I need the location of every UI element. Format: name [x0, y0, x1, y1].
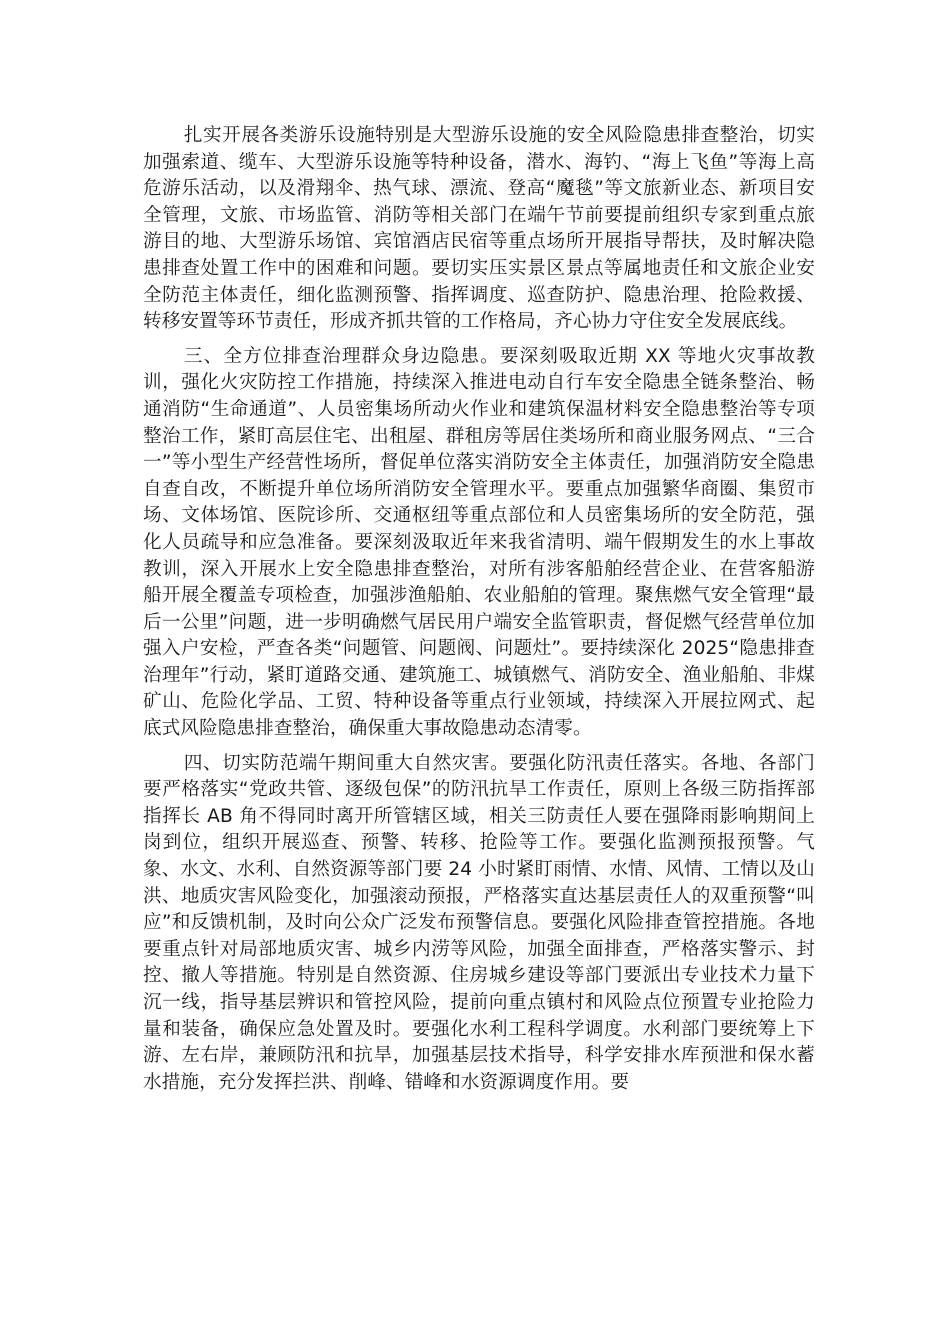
paragraph-section-three: 三、全方位排查治理群众身边隐患。要深刻吸取近期 XX 等地火灾事故教训，强化火灾防控工作措施，持续深入推进电动自行车安全隐患全链条整治、畅通消防“生命通道”、人员密集场所动火作业和建筑保温材料安全隐患整治等专项整治工作，紧盯高层住宅、出租屋、群租房等居住类场所和商业服务网点、“三合一”等小型生产经营性场所，督促单位落实消防安全主体责任，加强消防安全隐患自查自改，不断提升单位场所消防安全管理水平。要重点加强繁华商圈、集贸市场、文体场馆、医院诊所、交通枢纽等重点部位和人员密集场所的安全防范，强化人员疏导和应急准备。要深刻汲取近年来我省清明、端午假期发生的水上事故教训，深入开展水上安全隐患排查整治，对所有涉客船舶经营企业、在营客船游船开展全覆盖专项检查，加强涉渔船舶、农业船舶的管理。聚焦燃气安全管理“最后一公里”问题，进一步明确燃气居民用户端安全监管职责，督促燃气经营单位加强入户安检，严查各类“问题管、问题阀、问题灶”。要持续深化 2025“隐患排查治理年”行动，紧盯道路交通、建筑施工、城镇燃气、消防安全、渔业船舶、非煤矿山、危险化学品、工贸、特种设备等重点行业领域，持续深入开展拉网式、起底式风险隐患排查整治，确保重大事故隐患动态清零。 — [143, 345, 815, 740]
paragraph-section-four: 四、切实防范端午期间重大自然灾害。要强化防汛责任落实。各地、各部门要严格落实“党政共管、逐级包保”的防汛抗旱工作责任，原则上各级三防指挥部指挥长 AB 角不得同时离开所管辖区域，相关三防责任人要在强降雨影响期间上岗到位，组织开展巡查、预警、转移、抢险等工作。要强化监测预报预警。气象、水文、水利、自然资源等部门要 24 小时紧盯雨情、水情、风情、工情以及山洪、地质灾害风险变化，加强滚动预报，严格落实直达基层责任人的双重预警“叫应”和反馈机制，及时向公众广泛发布预警信息。要强化风险排查管控措施。各地要重点针对局部地质灾害、城乡内涝等风险，加强全面排查，严格落实警示、封控、撤人等措施。特别是自然资源、住房城乡建设等部门要派出专业技术力量下沉一线，指导基层辨识和管控风险，提前向重点镇村和风险点位预置专业抢险力量和装备，确保应急处置及时。要强化水利工程科学调度。水利部门要统筹上下游、左右岸，兼顾防汛和抗旱，加强基层技术指导，科学安排水库预泄和保水蓄水措施，充分发挥拦洪、削峰、错峰和水资源调度作用。要 — [143, 752, 815, 1093]
paragraph-tourism-safety: 扎实开展各类游乐设施特别是大型游乐设施的安全风险隐患排查整治，切实加强索道、缆车、大型游乐设施等特种设备，潜水、海钓、“海上飞鱼”等海上高危游乐活动，以及滑翔伞、热气球、漂流、登高“魔毯”等文旅新业态、新项目安全管理，文旅、市场监管、消防等相关部门在端午节前要提前组织专家到重点旅游目的地、大型游乐场馆、宾馆酒店民宿等重点场所开展指导帮扶，及时解决隐患排查处置工作中的困难和问题。要切实压实景区景点等属地责任和文旅企业安全防范主体责任，细化监测预警、指挥调度、巡查防护、隐患治理、抢险救援、转移安置等环节责任，形成齐抓共管的工作格局，齐心协力守住安全发展底线。 — [143, 125, 815, 333]
document-body — [143, 123, 815, 1104]
